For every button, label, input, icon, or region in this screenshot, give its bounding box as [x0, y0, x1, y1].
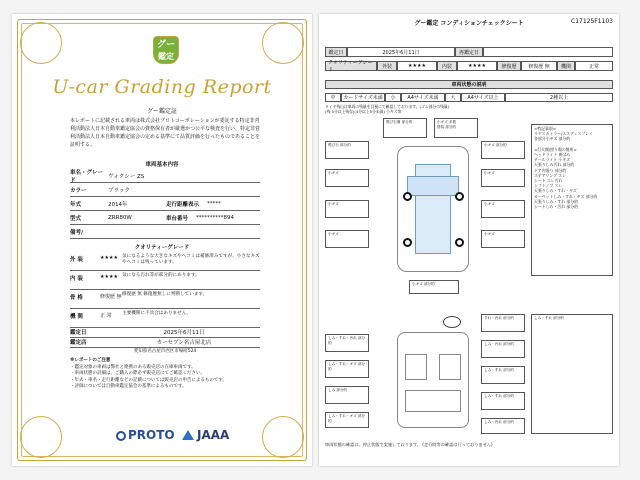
note-front-right: 小ギズ 多数 塗装 部分的 [434, 118, 478, 138]
appraisal-address-row: 愛知県名古屋市西区市場町524 [133, 349, 197, 354]
legend-two-types: 2種以上 [505, 93, 613, 102]
front-seat-left-icon [405, 354, 427, 380]
interior-note-9: しみ・汚れ 部分的 [481, 418, 525, 434]
report-intro: 本レポートに記載される車両は株式会社プロトコーポレーションが委託する特定非営利活動法人日本自動車鑑定協会の資格保有者が厳選かつ公平な検査を行い、特定非営利活動法人日本自動車鑑定協会の定める基準にて品質評価を行ったものであることを証明する。 [70, 118, 261, 148]
interior-note-4: しみ・すれ・ギズ 部分的 [325, 360, 369, 378]
report-title: U-car Grading Report [52, 76, 272, 98]
special-notes-box: <特記事項> リヤスポイラー/エスディスプレイ 各部分小ギズ 部分的 <灯火類/照り傷の箇所> ヘッドライト 黄ばみ テールライト 小ギズ 天張りしみ汚れ 部分的 ドア内張り 部分的 ステアリング スレ シート スレ汚れ シフトノブ スレ 天張りしみ・すれ・ギズ カーペットしみ・すれ・ギズ 部分的 天張りしみ・すれ 部分的 シートしみ・汚れ 部分的 [531, 124, 613, 276]
note-side-right-4: 小ギズ [481, 230, 525, 248]
grade-exterior-value: ★★★★ [397, 61, 437, 71]
grade-interior-value: ★★★★ [457, 61, 497, 71]
car-windshield-icon [407, 176, 459, 196]
interior-note-5: しみ・すれ 部分的 [481, 366, 525, 384]
note-side-left-3: 小ギズ [325, 200, 369, 218]
note-side-left-2: 小ギズ [325, 169, 369, 187]
sheet-id: C17125F1103 [571, 18, 613, 25]
quality-frame-row: 骨 格 修復歴 無 修復歴 無 修復歴無しに判断しています。 [70, 290, 260, 309]
tire-rear-right-icon [455, 238, 464, 247]
appraisal-shop-row: 鑑定店 カーセブン名古屋北店 [70, 337, 260, 348]
quality-interior-row: 内 装 ★★★★ 気になる汚れ等が部分的にあります。 [70, 271, 260, 290]
tire-front-right-icon [455, 192, 464, 201]
reappraisal-label: 再鑑定日 [455, 47, 483, 57]
report-notes: ※レポートのご注意 ・鑑定対象の車両は弊社と連携のある販売店の在庫車両です。 ・車両状態の詳細は、ご購入の際必ず販売店にてご確認ください。 ・年式・車名・走行距離などの記載については販売店の申告によるものです。 ・評価については自動車鑑定協会の基準によるものです。 [70, 358, 228, 389]
interior-note-3: しみ・汚れ 部分的 [481, 340, 525, 358]
interior-note-7: しみ・すれ 部分的 [481, 392, 525, 410]
interior-note-2: しみ・すれ・汚れ 部分的 [325, 334, 369, 352]
ornament-top-right-icon [262, 22, 304, 64]
vehicle-color-row: カラー ブラック [70, 184, 260, 197]
checksheet-title: グー鑑定 コンディションチェックシート [414, 20, 524, 27]
grade-frame-label: 修復歴 [497, 61, 521, 71]
grade-engine-label: 機関 [557, 61, 575, 71]
interior-note-1: すれ・汚れ 部分的 [481, 314, 525, 332]
legend-a4-over: A4サイズ以上 [461, 93, 505, 102]
vehicle-remarks-row: 備考/ [70, 226, 260, 239]
note-side-right-2: 小ギズ [481, 169, 525, 187]
steering-wheel-icon [443, 316, 461, 328]
vehicle-model-row: 型式 ZRR80W 車台番号 **********894 [70, 212, 260, 225]
grade-exterior-label: 外装 [377, 61, 397, 71]
grade-label: クオリティーグレード [325, 61, 377, 71]
legend-a4-under: A4サイズ未満 [401, 93, 445, 102]
legend-medium: 中 [325, 93, 341, 102]
note-side-right-3: 小ギズ [481, 200, 525, 218]
condition-heading: 車両状態の説明 [325, 80, 613, 89]
rear-seat-icon [405, 390, 461, 412]
quality-engine-row: 機 関 正 常 主要機関に不具合はありません。 [70, 309, 260, 328]
note-side-right-1: 小ギズ 部分的 [481, 141, 525, 159]
goo-kantei-logo-icon: グー 鑑定 [153, 36, 179, 64]
tire-rear-left-icon [403, 238, 412, 247]
note-side-left-1: 飛び石 部分的 [325, 141, 369, 159]
legend-small: 小 [385, 93, 401, 102]
note-front-left: 飛び石傷 部分的 [383, 118, 427, 138]
front-seat-right-icon [439, 354, 461, 380]
appraisal-date-row: 鑑定日 2025年6月11日 [70, 327, 260, 338]
reappraisal-value [483, 47, 613, 57]
vehicle-name-row: 車名・グレード ヴォクシー ZS [70, 170, 260, 183]
legend-large: 大 [445, 93, 461, 102]
proto-logo-icon: PROTO [116, 428, 175, 442]
car-interior-diagram [397, 332, 469, 428]
jaaa-logo-icon: JAAA [182, 428, 229, 442]
grade-frame-value: 修復歴 無 [521, 61, 557, 71]
interior-note-6: しみ 部分的 [325, 386, 369, 404]
condition-check-sheet [319, 14, 619, 466]
note-side-left-4: 小ギズ [325, 230, 369, 248]
vehicle-heading: 車両基本内容 [145, 162, 179, 168]
vehicle-year-row: 年式 2014年 走行距離表示 ***** [70, 198, 260, 211]
date-label: 鑑定日 [325, 47, 347, 57]
ornament-bottom-right-icon [262, 416, 304, 458]
checksheet-footer: 車両状態の確認は、停止状態で実施しております。 (走行時等の確認は行っておりません) [325, 442, 493, 447]
grade-engine-value: 正常 [575, 61, 613, 71]
report-subtitle: グー鑑定証 [146, 108, 177, 115]
quality-heading: クオリティーグレード [134, 245, 190, 251]
legend-card-size: カードサイズ未満 [341, 93, 385, 102]
quality-exterior-row: 外 装 ★★★★ 気になるような大きなキズやヘコミは補修済みですが、小さなキズやヘコミは残っています。 [70, 252, 260, 271]
interior-note-10: しみ・すれ 部分的 [531, 314, 613, 434]
interior-note-8: しみ・すれ・ギズ 部分的 [325, 412, 369, 428]
ornament-bottom-left-icon [20, 416, 62, 458]
ornament-top-left-icon [20, 22, 62, 64]
legend-note: タイヤ残山は車両の残量を目視にて確認しております。(ゴム部分の残量) (残 5分以上残存)(4分以上5分未満) 小キズ等 [325, 104, 450, 114]
grading-report-sheet [12, 14, 312, 466]
tire-front-left-icon [403, 192, 412, 201]
grade-interior-label: 内装 [437, 61, 457, 71]
note-rear: 小ギズ 部分的 [409, 280, 459, 294]
date-value: 2025年6月11日 [347, 47, 455, 57]
